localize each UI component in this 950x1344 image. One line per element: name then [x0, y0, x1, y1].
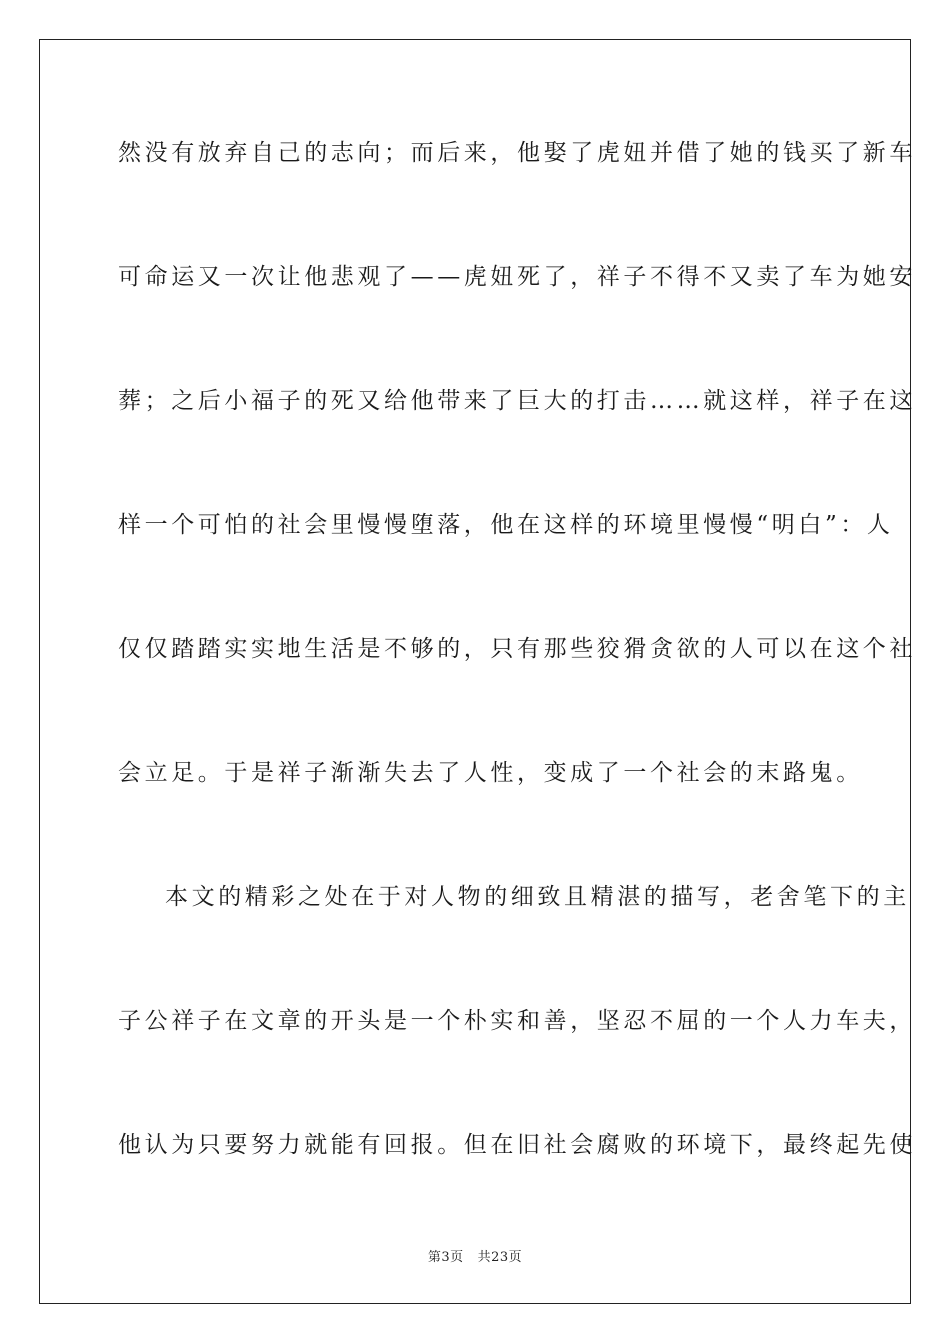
body-text-line: 会立足。于是祥子渐渐失去了人性，变成了一个社会的末路鬼。: [118, 760, 863, 786]
body-text-line: 仅仅踏踏实实地生活是不够的，只有那些狡猾贪欲的人可以在这个社: [118, 636, 916, 662]
body-text-line: 葬；之后小福子的死又给他带来了巨大的打击……就这样，祥子在这: [118, 388, 916, 414]
body-text-line: 然没有放弃自己的志向；而后来，他娶了虎妞并借了她的钱买了新车: [118, 140, 916, 166]
body-text-line: 可命运又一次让他悲观了——虎妞死了，祥子不得不又卖了车为她安: [118, 264, 916, 290]
page-border: [39, 39, 916, 1304]
page-total: 共23页: [477, 1250, 523, 1265]
body-text-line: 子公祥子在文章的开头是一个朴实和善，坚忍不屈的一个人力车夫，: [118, 1008, 916, 1034]
page-number: 第3页: [427, 1250, 464, 1265]
page-footer: [0, 1246, 950, 1265]
paragraph-first-line: 本文的精彩之处在于对人物的细致且精湛的描写，老舍笔下的主: [165, 884, 910, 910]
body-text-line: 他认为只要努力就能有回报。但在旧社会腐败的环境下，最终起先使: [118, 1132, 916, 1158]
body-text-line: 样一个可怕的社会里慢慢堕落，他在这样的环境里慢慢“明白”：人: [118, 512, 894, 538]
